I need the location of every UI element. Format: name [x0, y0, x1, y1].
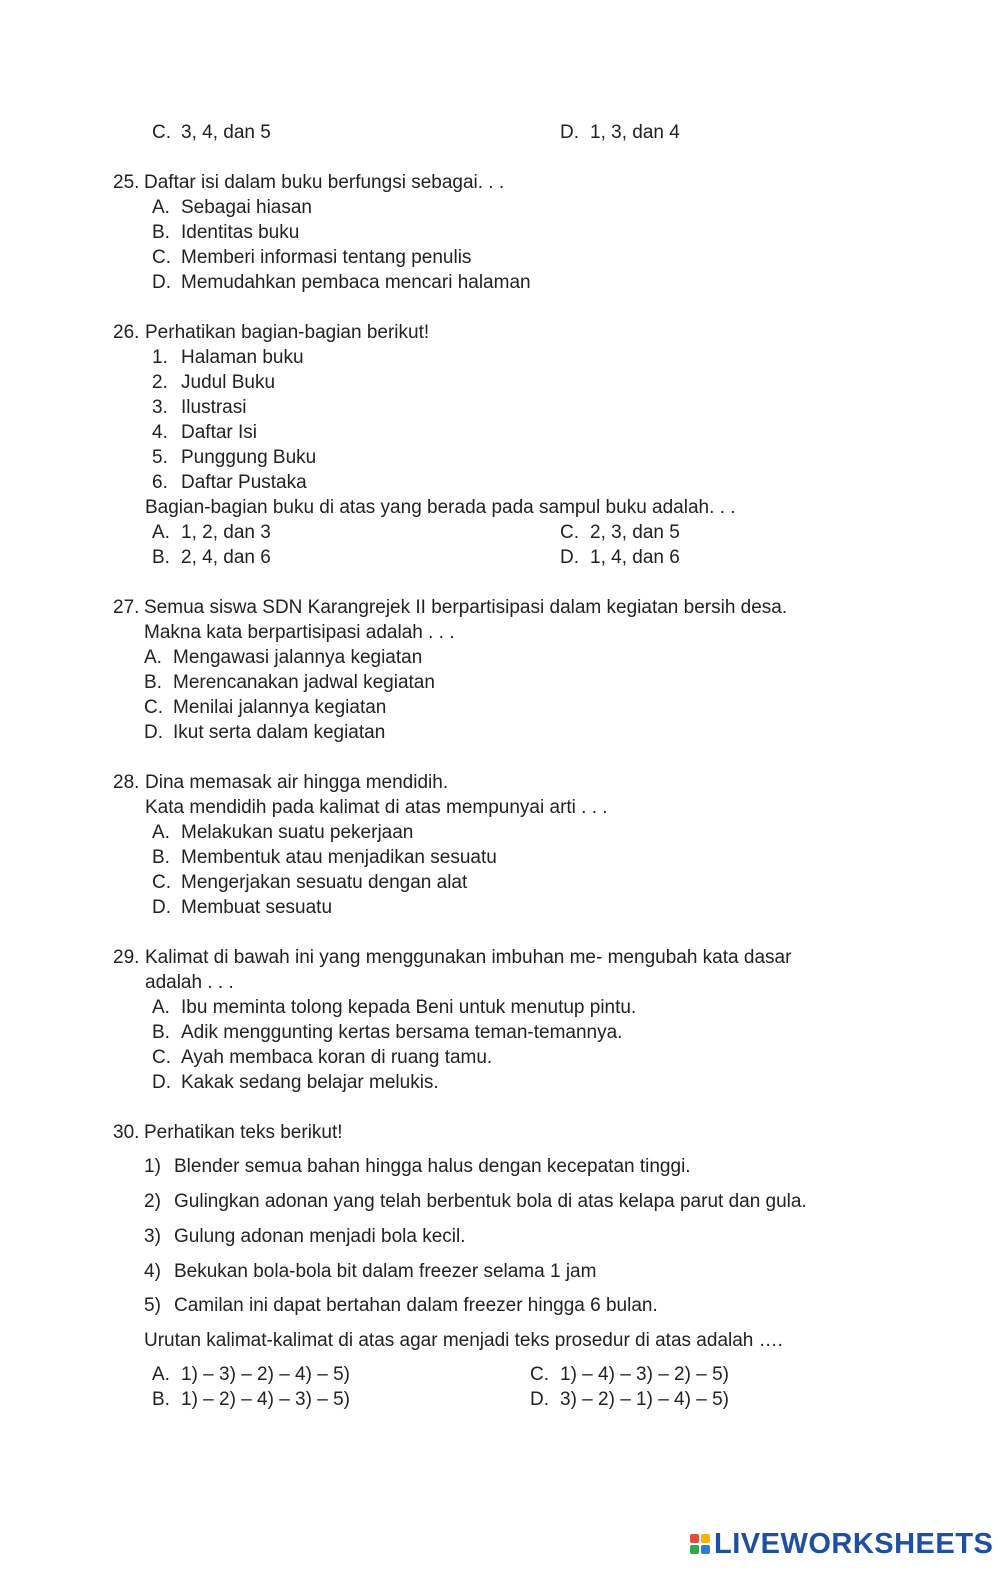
option-text: Membentuk atau menjadikan sesuatu [181, 847, 497, 868]
option-letter: A. [152, 522, 170, 543]
liveworksheets-logo [690, 1524, 993, 1564]
question-number: 27. [113, 597, 140, 618]
option-letter: C. [530, 1364, 549, 1385]
logo-tile [701, 1534, 710, 1543]
list-item-text: Daftar Pustaka [181, 472, 307, 493]
question-stem: Perhatikan bagian-bagian berikut! [145, 322, 430, 343]
option-text: Memberi informasi tentang penulis [181, 247, 472, 268]
list-item-text: Blender semua bahan hingga halus dengan kecepatan tinggi. [174, 1156, 691, 1177]
top-option-d-text: 1, 3, dan 4 [590, 122, 680, 143]
top-option-c-letter: C. [152, 122, 171, 143]
question-stem: Makna kata berpartisipasi adalah . . . [144, 622, 455, 643]
option-text: Membuat sesuatu [181, 897, 333, 918]
logo-text: LIVEWORKSHEETS [714, 1527, 994, 1560]
question-stem: Kalimat di bawah ini yang menggunakan imbuhan me- mengubah kata dasar [145, 947, 792, 968]
question-prompt: Urutan kalimat-kalimat di atas agar menjadi teks prosedur di atas adalah …. [144, 1330, 783, 1351]
option-letter: B. [152, 547, 170, 568]
list-item-text: Halaman buku [181, 347, 304, 368]
option-letter: C. [144, 697, 163, 718]
question-number: 26. [113, 322, 140, 343]
question-stem: Daftar isi dalam buku berfungsi sebagai. . . [144, 172, 505, 193]
question-number: 28. [113, 772, 140, 793]
option-letter: A. [152, 997, 170, 1018]
question-stem: Semua siswa SDN Karangrejek II berpartisipasi dalam kegiatan bersih desa. [144, 597, 788, 618]
option-text: 1) – 4) – 3) – 2) – 5) [560, 1364, 729, 1385]
option-text: Menilai jalannya kegiatan [173, 697, 387, 718]
top-option-d-letter: D. [560, 122, 579, 143]
list-item-number: 3) [144, 1226, 161, 1247]
option-text: Sebagai hiasan [181, 197, 312, 218]
question-stem: Kata mendidih pada kalimat di atas mempunyai arti . . . [145, 797, 608, 818]
option-letter: D. [560, 547, 579, 568]
list-item-text: Bekukan bola-bola bit dalam freezer selama 1 jam [174, 1261, 597, 1282]
question-stem: Dina memasak air hingga mendidih. [145, 772, 449, 793]
option-text: 1) – 2) – 4) – 3) – 5) [181, 1389, 350, 1410]
list-item-text: Gulingkan adonan yang telah berbentuk bola di atas kelapa parut dan gula. [174, 1191, 807, 1212]
option-letter: A. [144, 647, 162, 668]
option-text: 2, 4, dan 6 [181, 547, 271, 568]
option-text: 1) – 3) – 2) – 4) – 5) [181, 1364, 350, 1385]
list-item-number: 3. [152, 397, 168, 418]
option-letter: B. [152, 1022, 170, 1043]
option-letter: D. [530, 1389, 549, 1410]
option-letter: C. [560, 522, 579, 543]
option-text: 1, 2, dan 3 [181, 522, 271, 543]
option-letter: A. [152, 197, 170, 218]
question-prompt: Bagian-bagian buku di atas yang berada pada sampul buku adalah. . . [145, 497, 736, 518]
option-letter: C. [152, 1047, 171, 1068]
option-letter: A. [152, 1364, 170, 1385]
logo-tiles-icon [690, 1534, 710, 1554]
option-letter: D. [152, 897, 171, 918]
option-text: Ibu meminta tolong kepada Beni untuk menutup pintu. [181, 997, 637, 1018]
option-letter: B. [144, 672, 162, 693]
option-letter: B. [152, 222, 170, 243]
option-letter: D. [152, 272, 171, 293]
option-letter: D. [152, 1072, 171, 1093]
option-text: Merencanakan jadwal kegiatan [173, 672, 435, 693]
option-text: Adik menggunting kertas bersama teman-temannya. [181, 1022, 623, 1043]
option-text: 1, 4, dan 6 [590, 547, 680, 568]
list-item-number: 1. [152, 347, 168, 368]
option-letter: B. [152, 1389, 170, 1410]
logo-tile [690, 1545, 699, 1554]
list-item-text: Gulung adonan menjadi bola kecil. [174, 1226, 466, 1247]
option-text: 3) – 2) – 1) – 4) – 5) [560, 1389, 729, 1410]
option-letter: A. [152, 822, 170, 843]
question-number: 29. [113, 947, 140, 968]
question-number: 30. [113, 1122, 140, 1143]
question-number: 25. [113, 172, 140, 193]
list-item-number: 6. [152, 472, 168, 493]
top-option-c-text: 3, 4, dan 5 [181, 122, 271, 143]
question-stem: Perhatikan teks berikut! [144, 1122, 343, 1143]
question-stem: adalah . . . [145, 972, 234, 993]
list-item-number: 5. [152, 447, 168, 468]
option-letter: C. [152, 872, 171, 893]
option-text: Ikut serta dalam kegiatan [173, 722, 386, 743]
option-text: Kakak sedang belajar melukis. [181, 1072, 439, 1093]
logo-tile [701, 1545, 710, 1554]
option-letter: C. [152, 247, 171, 268]
option-text: Identitas buku [181, 222, 300, 243]
option-text: Mengerjakan sesuatu dengan alat [181, 872, 468, 893]
list-item-number: 4. [152, 422, 168, 443]
option-text: Ayah membaca koran di ruang tamu. [181, 1047, 493, 1068]
list-item-number: 2) [144, 1191, 161, 1212]
list-item-number: 5) [144, 1295, 161, 1316]
list-item-text: Camilan ini dapat bertahan dalam freezer hingga 6 bulan. [174, 1295, 658, 1316]
list-item-text: Daftar Isi [181, 422, 258, 443]
logo-tile [690, 1534, 699, 1543]
list-item-text: Ilustrasi [181, 397, 247, 418]
list-item-number: 2. [152, 372, 168, 393]
list-item-text: Judul Buku [181, 372, 276, 393]
list-item-number: 1) [144, 1156, 161, 1177]
option-text: Melakukan suatu pekerjaan [181, 822, 414, 843]
list-item-number: 4) [144, 1261, 161, 1282]
option-text: 2, 3, dan 5 [590, 522, 680, 543]
option-letter: B. [152, 847, 170, 868]
option-letter: D. [144, 722, 163, 743]
option-text: Mengawasi jalannya kegiatan [173, 647, 423, 668]
option-text: Memudahkan pembaca mencari halaman [181, 272, 531, 293]
list-item-text: Punggung Buku [181, 447, 317, 468]
